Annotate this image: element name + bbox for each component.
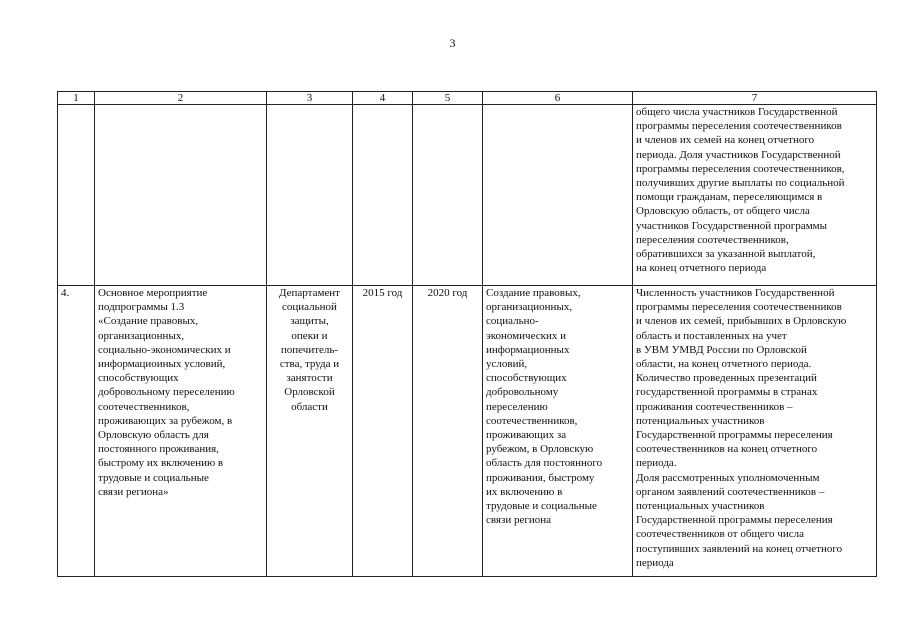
column-number-cell: 6 — [483, 92, 633, 105]
measures-table — [57, 91, 877, 577]
table-row-continuation — [58, 105, 877, 286]
column-number-cell: 7 — [633, 92, 877, 105]
executor-cell — [267, 105, 353, 286]
column-number-cell: 4 — [353, 92, 413, 105]
indicator-cell: Численность участников Государственной программы переселения соотечественников и членов их семей, прибывших в Орловскую область и поставленных на учет в УВМ УМВД России по Орловской области, на конец отчетного периода. Количество проведенных презентаций государственной программы в странах проживания соотечественников – потенциальных участников Государственной программы переселения соотечественников на конец отчетного периода. Доля рассмотренных уполномоченным органом заявлений соотечественников – потенциальных участников Государственной программы переселения соотечественников от общего числа поступивших заявлений на конец отчетного периода — [633, 286, 877, 577]
row-number-cell — [58, 105, 95, 286]
expected-result-cell: Создание правовых, организационных, социально- экономических и информационных условий, способствующих добровольному переселению соотечественников, проживающих за рубежом, в Орловскую область для постоянного проживания, быстрому их включению в трудовые и социальные связи региона — [483, 286, 633, 577]
measure-name-cell: Основное мероприятие подпрограммы 1.3 «Создание правовых, организационных, социально-экономических и информациоиных условий, способствующих добровольному переселению соотечественников, проживающих за рубежом, в Орловскую область для постоянного проживания, быстрому их включению в трудовые и социальные связи региона» — [95, 286, 267, 577]
column-number-cell: 2 — [95, 92, 267, 105]
column-number-cell: 5 — [413, 92, 483, 105]
indicator-cell: общего числа участников Государственной программы переселения соотечественников и членов их семей на конец отчетного периода. Доля участников Государственной программы переселения соотечественников, получивших другие выплаты по социальной помощи гражданам, переселяющимся в Орловскую область, от общего числа участников Государственной программы переселения соотечественников, обратившихся за указанной выплатой, на конец отчетного периода — [633, 105, 877, 286]
end-year-cell — [413, 105, 483, 286]
measure-name-cell — [95, 105, 267, 286]
end-year-cell: 2020 год — [413, 286, 483, 577]
start-year-cell: 2015 год — [353, 286, 413, 577]
expected-result-cell — [483, 105, 633, 286]
column-number-cell: 3 — [267, 92, 353, 105]
row-number-cell: 4. — [58, 286, 95, 577]
executor-cell: Департамент социальной защиты, опеки и попечитель- ства, труда и занятости Орловской области — [267, 286, 353, 577]
column-number-cell: 1 — [58, 92, 95, 105]
page-number: 3 — [449, 36, 456, 50]
table-row — [58, 286, 877, 577]
start-year-cell — [353, 105, 413, 286]
table-header-row — [58, 92, 877, 105]
